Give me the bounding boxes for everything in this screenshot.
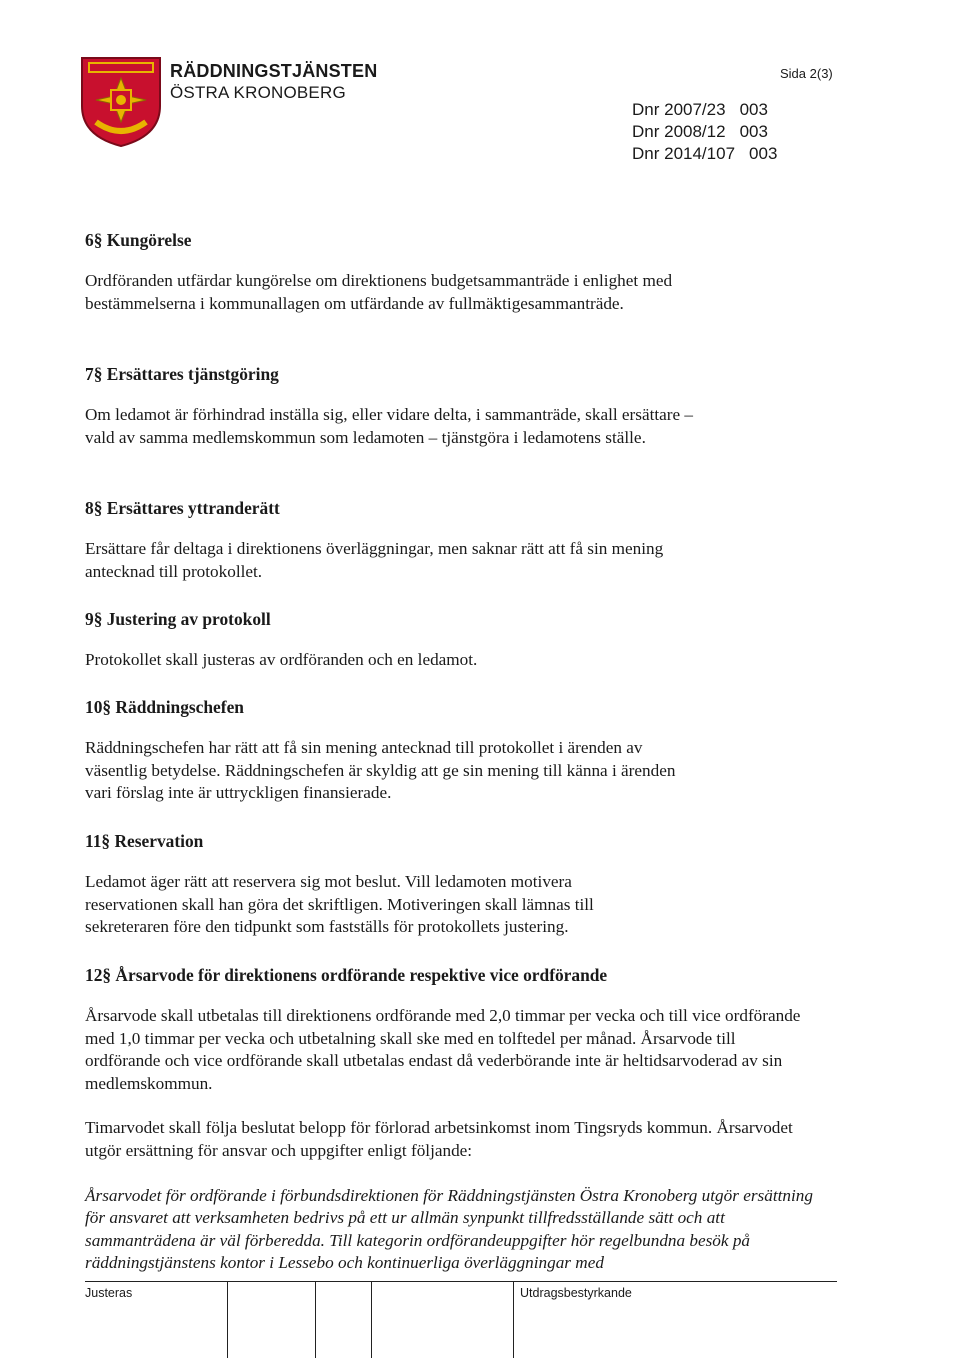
section-text: Ersättare får deltaga i direktionens överläggningar, men saknar rätt att få sin mening antecknad till protokollet. bbox=[85, 539, 664, 581]
section-heading: 6§ Kungörelse bbox=[85, 230, 192, 250]
signature-cell bbox=[371, 1282, 372, 1358]
dnr-code: 003 bbox=[739, 122, 768, 141]
dnr-code: 003 bbox=[739, 100, 768, 119]
utdrag-cell bbox=[513, 1282, 632, 1358]
section-heading: 11§ Reservation bbox=[85, 831, 204, 851]
section-7 bbox=[85, 362, 845, 449]
section-12 bbox=[85, 963, 845, 1275]
justeras-label: Justeras bbox=[85, 1286, 133, 1300]
section-heading: 7§ Ersättares tjänstgöring bbox=[85, 364, 279, 384]
section-text: Timarvodet skall följa beslutat belopp för förlorad arbetsinkomst inom Tingsryds kommun. Årsarvodet utgör ersättning för ansvar och uppgifter enligt följande: bbox=[85, 1118, 793, 1160]
dnr-label: Dnr 2008/12 bbox=[632, 122, 726, 141]
footer-signature-table bbox=[85, 1281, 837, 1358]
section-text: Årsarvode skall utbetalas till direktionens ordförande med 2,0 timmar per vecka och till vice ordförande med 1,0 timmar per vecka och utbetalning skall ske med en tolftedel per månad. Årsarvode till ordförande och vice ordförande skall utbetalas endast då vederbörande inte är heltidsarvoderad av sin medlemskommun. bbox=[85, 1006, 801, 1093]
section-text: Räddningschefen har rätt att få sin mening antecknad till protokollet i ärenden av väsentlig betydelse. Räddningschefen är skyldig att ge sin mening till känna i ärenden vari förslag inte är uttryckligen finansierade. bbox=[85, 738, 676, 803]
section-9 bbox=[85, 607, 845, 672]
section-heading: 9§ Justering av protokoll bbox=[85, 609, 271, 629]
section-heading: 10§ Räddningschefen bbox=[85, 697, 244, 717]
section-text-italic: Årsarvodet för ordförande i förbundsdirektionen för Räddningstjänsten Östra Kronoberg utgör ersättning för ansvaret att verksamheten bedrivs på ett ur allmän synpunkt tillfredsställande sätt och att sammanträdena är väl förberedda. Till kategorin ordförandeuppgifter hör regelbundna besök på räddningstjänstens kontor i Lessebo och kontinuerliga överläggningar med bbox=[85, 1185, 813, 1273]
section-10 bbox=[85, 695, 845, 805]
section-heading: 8§ Ersättares yttranderätt bbox=[85, 498, 280, 518]
reference-numbers bbox=[632, 99, 777, 165]
section-text: Ordföranden utfärdar kungörelse om direktionens budgetsammanträde i enlighet med bestämmelserna i kommunallagen om utfärdande av fullmäktigesammanträde. bbox=[85, 271, 673, 313]
organization-logo bbox=[78, 56, 164, 148]
dnr-label: Dnr 2007/23 bbox=[632, 100, 726, 119]
section-text: Om ledamot är förhindrad inställa sig, eller vidare delta, i sammanträde, skall ersättare – vald av samma medlemskommun som ledamoten – tjänstgöra i ledamotens ställe. bbox=[85, 405, 694, 447]
dnr-line bbox=[632, 143, 777, 165]
dnr-code: 003 bbox=[749, 144, 778, 163]
page-number: Sida 2(3) bbox=[780, 66, 833, 81]
section-11 bbox=[85, 829, 845, 939]
organization-name bbox=[170, 60, 377, 104]
section-text: Protokollet skall justeras av ordföranden och en ledamot. bbox=[85, 650, 478, 669]
section-8 bbox=[85, 496, 845, 583]
dnr-label: Dnr 2014/107 bbox=[632, 144, 736, 163]
org-name-line1: RÄDDNINGSTJÄNSTEN bbox=[170, 61, 378, 81]
org-name-line2: ÖSTRA KRONOBERG bbox=[170, 83, 346, 102]
section-heading: 12§ Årsarvode för direktionens ordförande respektive vice ordförande bbox=[85, 965, 608, 985]
utdrag-label: Utdragsbestyrkande bbox=[520, 1286, 632, 1300]
dnr-line bbox=[632, 99, 777, 121]
signature-cell bbox=[315, 1282, 316, 1358]
dnr-line bbox=[632, 121, 777, 143]
signature-cell bbox=[227, 1282, 228, 1358]
section-6 bbox=[85, 228, 845, 315]
section-text: Ledamot äger rätt att reservera sig mot beslut. Vill ledamoten motivera reservationen skall han göra det skriftligen. Motiveringen skall lämnas till sekreteraren före den tidpunkt som fastställs för protokollets justering. bbox=[85, 872, 594, 937]
